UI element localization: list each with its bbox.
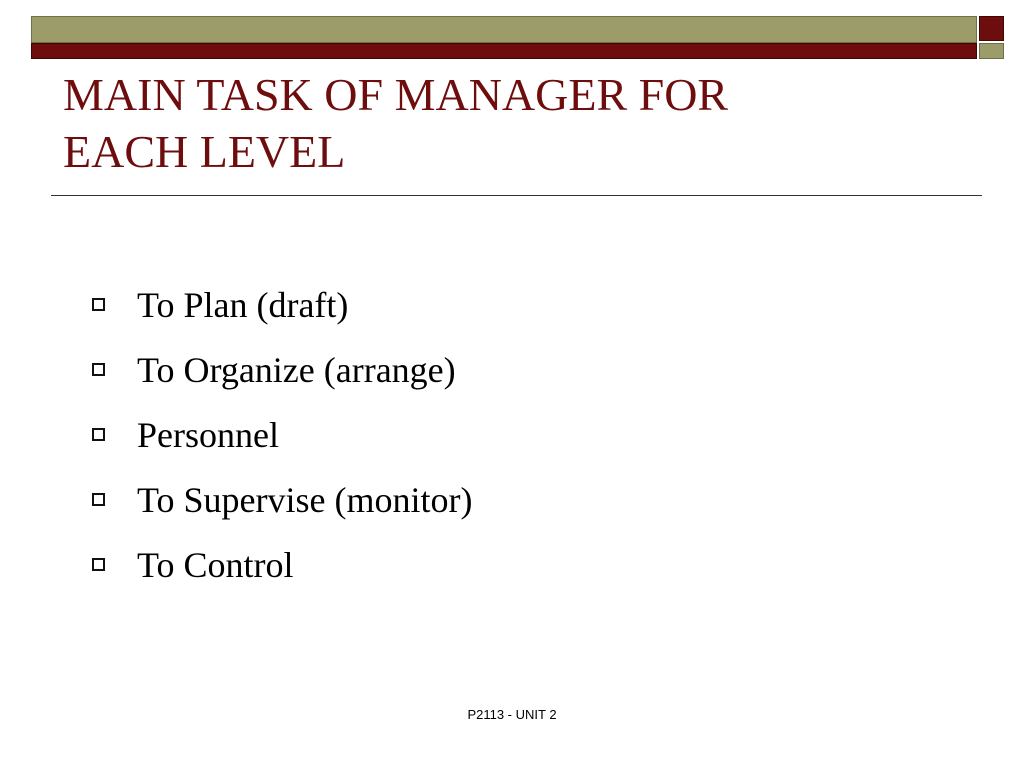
hollow-square-icon bbox=[92, 493, 105, 506]
slide-footer: P2113 - UNIT 2 bbox=[467, 707, 557, 722]
bullet-text: To Control bbox=[137, 544, 294, 585]
bullet-text: Personnel bbox=[137, 414, 279, 455]
title-divider bbox=[51, 195, 982, 196]
corner-square-olive bbox=[979, 43, 1004, 59]
bullet-text: To Organize (arrange) bbox=[137, 349, 456, 390]
header-band-olive bbox=[31, 16, 977, 43]
corner-square-maroon bbox=[979, 16, 1004, 41]
slide-title: MAIN TASK OF MANAGER FOR EACH LEVEL bbox=[63, 69, 729, 177]
list-item bbox=[88, 402, 472, 467]
hollow-square-icon bbox=[92, 298, 105, 311]
list-item bbox=[88, 272, 472, 337]
bullet-text: To Plan (draft) bbox=[137, 284, 349, 325]
header-band-maroon bbox=[31, 43, 977, 59]
list-item bbox=[88, 337, 472, 402]
bullet-list bbox=[88, 272, 472, 597]
list-item bbox=[88, 467, 472, 532]
hollow-square-icon bbox=[92, 363, 105, 376]
bullet-text: To Supervise (monitor) bbox=[137, 479, 473, 520]
hollow-square-icon bbox=[92, 428, 105, 441]
list-item bbox=[88, 532, 472, 597]
hollow-square-icon bbox=[92, 558, 105, 571]
